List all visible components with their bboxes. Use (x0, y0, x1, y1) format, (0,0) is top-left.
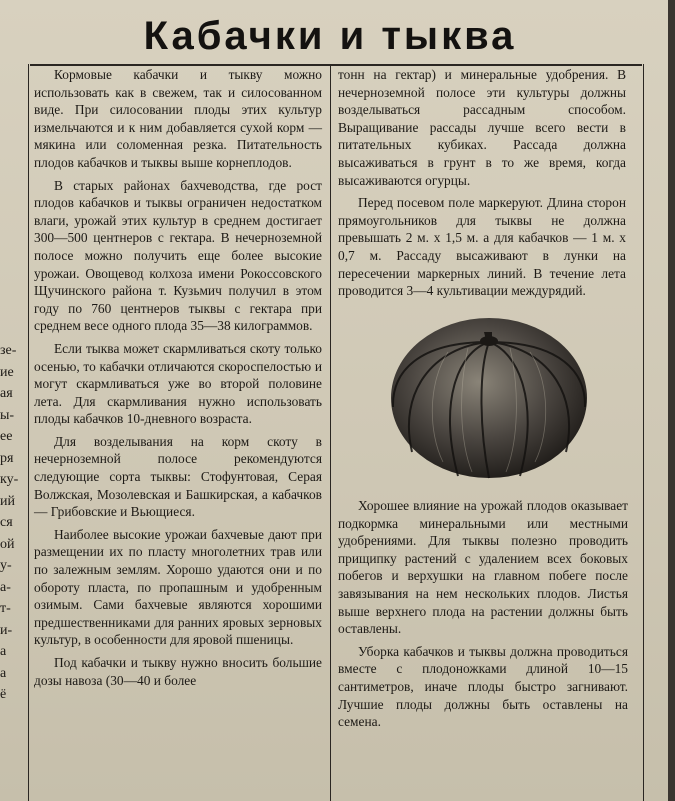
column-rule-middle (330, 64, 331, 801)
paragraph: Хорошее влияние на урожай плодов оказывает подкормка минеральными или местными удобрениями. Для тыквы полезно проводить прищипку растений с удалением всех боковых побегов и верхушки на главном побеге после завязывания на нем нескольких плодов. Листья выше верхнего плода на растении должны быть оставлены. (338, 498, 628, 637)
fragment-line: ся (0, 515, 13, 530)
page-edge-shadow (668, 0, 675, 801)
fragment-line: ой (0, 536, 15, 552)
paragraph: Уборка кабачков и тыквы должна проводиться вместе с плодоножками длиной 10—15 сантиметров, иначе плоды быстро загнивают. Лучшие плоды должны быть оставлены на семена. (338, 643, 628, 730)
fragment-line: зе- (0, 343, 17, 358)
pumpkin-illustration (388, 312, 590, 480)
article-title: Кабачки и тыква (143, 14, 517, 58)
paragraph: Для возделывания на корм скоту в нечерноземной полосе рекомендуются следующие сорта тыквы: Стофунтовая, Серая Волжская, Мозолевская и Башкирская, а кабачков — Грибовские и Вьющиеся. (34, 433, 322, 520)
fragment-line: у- (0, 558, 12, 573)
paragraph: Наиболее высокие урожаи бахчевые дают при размещении их по пласту многолетних трав или по залежным землям. Хорошо удаются они и по обороту пласта, по пропашным и удобренным озимым. Сами бахчевые являются хорошими предшественниками для ранних яровых зерновых культур, в особенности для яровой пшеницы. (34, 526, 322, 648)
paragraph: В старых районах бахчеводства, где рост плодов кабачков и тыквы ограничен недостатком влаги, урожай этих культур в среднем достигает 300—500 центнеров с гектара. В нечерноземной полосе можно получить еще более высокие урожаи. Овощевод колхоза имени Рокоссовского Щучинского района т. Кузьмич получил в этом году по 760 центнеров тыквы с гектара при среднем весе одного плода 35—38 килограммов. (34, 177, 322, 334)
column-rule-right (643, 64, 644, 801)
adjacent-column-fragment (0, 340, 26, 706)
fragment-line: а- (0, 579, 11, 595)
fragment-line: ё (0, 687, 7, 702)
fragment-line: ы- (0, 407, 15, 423)
fragment-line: т- (0, 601, 11, 616)
paragraph: тонн на гектар) и минеральные удобрения. В нечерноземной полосе эти культуры должны возделываться рассадным способом. Выращивание рассады лучше всего вести в питательных кубиках. Рассада должна высаживаться в грунт в то же время, когда высаживаются огурцы. (338, 67, 626, 188)
column-rule-left (28, 64, 29, 801)
fragment-line: ря (0, 450, 14, 466)
article-column-left (34, 66, 322, 694)
paragraph: Перед посевом поле маркеруют. Длина сторон прямоугольников для тыквы не должна превышать 2 м. х 1,5 м. а для кабачков — 1 м. х 0,7 м. Рассаду высаживают в лунки на пересечении маркерных линий. В течение лета проводится 3—4 культивации междурядий. (338, 195, 626, 299)
paragraph: Кормовые кабачки и тыкву можно использовать как в свежем, так и силосованном виде. При силосовании плоды этих культур измельчаются и к ним добавляется сухой корм — мякина или соломенная резка. Питательность плодов кабачков и тыквы выше корнеплодов. (34, 67, 322, 170)
article-column-right-bottom (338, 497, 628, 736)
fragment-line: а (0, 644, 7, 659)
paragraph: Под кабачки и тыкву нужно вносить большие дозы навоза (30—40 и более (34, 655, 322, 688)
fragment-line: ие (0, 364, 14, 380)
fragment-line: ку- (0, 472, 19, 487)
fragment-line: ий (0, 493, 15, 509)
paragraph: Если тыква может скармливаться скоту только осенью, то кабачки отличаются скороспелостью и могут скармливаться уже во второй половине лета. Для скармливания нужно использовать плоды кабачков 10-дневного возраста. (34, 340, 322, 427)
fragment-line: ее (0, 429, 13, 444)
fragment-line: и- (0, 622, 13, 638)
fragment-line: ая (0, 386, 13, 401)
article-column-right-top (338, 66, 626, 305)
fragment-line: а (0, 665, 7, 681)
